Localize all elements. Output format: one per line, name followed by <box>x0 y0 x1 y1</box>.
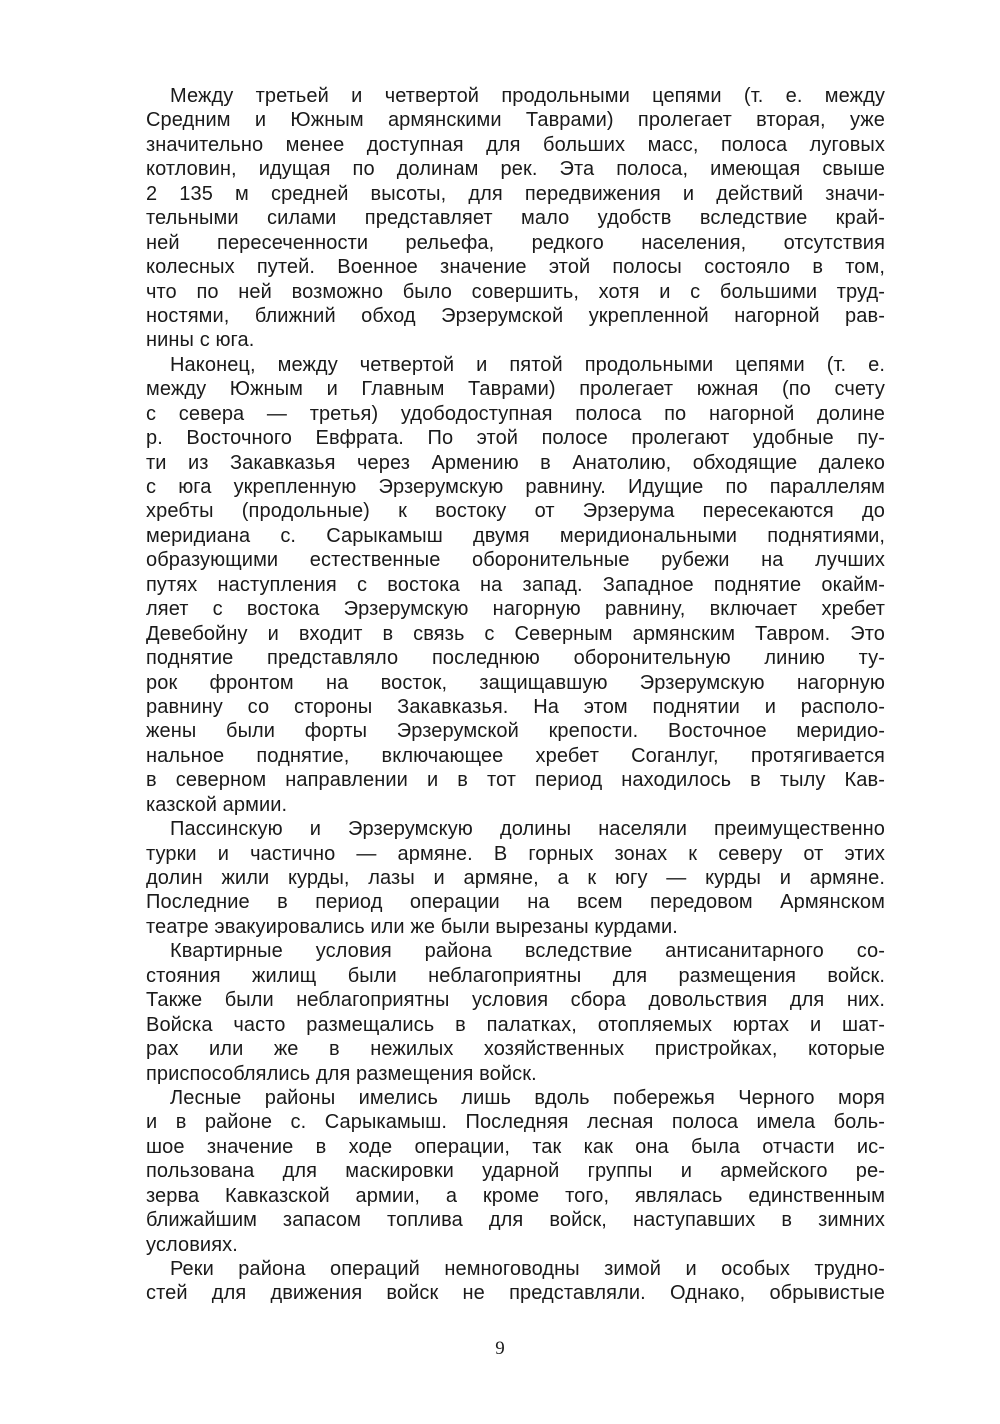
text-line: тельными силами представляет мало удобств вследствие край- <box>146 207 885 230</box>
text-line: ляет с востока Эрзерумскую нагорную равнину, включает хребет <box>146 598 885 621</box>
text-line: театре эвакуировались или же были вырезаны курдами. <box>146 915 678 938</box>
paragraph <box>146 939 885 1086</box>
text-line: и в районе с. Сарыкамыш. Последняя лесная полоса имела боль- <box>146 1111 885 1134</box>
text-line: образующими естественные оборонительные рубежи на лучших <box>146 549 885 572</box>
paragraph <box>146 1257 885 1306</box>
text-line: ближайшим запасом топлива для войск, наступавших в зимних <box>146 1209 885 1232</box>
text-line: пользована для маскировки ударной группы и армейского ре- <box>146 1160 885 1183</box>
text-line: Девебойну и входит в связь с Северным армянским Тавром. Это <box>146 622 885 645</box>
text-line: Средним и Южным армянскими Таврами) пролегает вторая, уже <box>146 109 885 132</box>
text-line: с юга укрепленную Эрзерумскую равнину. Идущие по параллелям <box>146 476 885 498</box>
text-line: с севера — третья) удободоступная полоса по нагорной долине <box>146 402 885 425</box>
text-line: значительно менее доступная для больших масс, полоса луговых <box>146 133 885 156</box>
text-line: в северном направлении и в тот период находилось в тылу Кав- <box>146 769 885 792</box>
text-line: р. Восточного Евфрата. По этой полосе пролегают удобные пу- <box>146 427 885 450</box>
text-line: приспособлялись для размещения войск. <box>146 1062 537 1085</box>
text-line: путях наступления с востока на запад. Западное поднятие окайм- <box>146 573 885 596</box>
text-line: между Южным и Главным Таврами) пролегает южная (по счету <box>146 378 885 401</box>
text-line: казской армии. <box>146 793 288 816</box>
text-line: меридиана с. Сарыкамыш двумя меридиональными поднятиями, <box>146 524 885 547</box>
text-line: долин жили курды, лазы и армяне, а к югу — курды и армяне. <box>146 867 885 889</box>
text-line: поднятие представляло последнюю оборонительную линию ту- <box>146 647 885 670</box>
page-number: 9 <box>495 1338 505 1359</box>
paragraph <box>146 1086 885 1257</box>
paragraph <box>146 84 885 353</box>
text-line: Наконец, между четвертой и пятой продольными цепями (т. е. <box>170 353 885 376</box>
text-line: ти из Закавказья через Армению в Анатолию, обходящие далеко <box>146 451 885 474</box>
text-line: жены были форты Эрзерумской крепости. Восточное меридио- <box>146 720 885 743</box>
text-line: Между третьей и четвертой продольными цепями (т. е. между <box>170 85 885 107</box>
page-body <box>146 84 885 1306</box>
text-line: шое значение в ходе операции, так как она была отчасти ис- <box>146 1135 885 1158</box>
text-line: Пассинскую и Эрзерумскую долины населяли преимущественно <box>170 818 885 841</box>
text-line: нины с юга. <box>146 329 255 352</box>
text-line: равнину со стороны Закавказья. На этом поднятии и располо- <box>146 695 885 718</box>
text-line: ней пересеченности рельефа, редкого населения, отсутствия <box>146 231 885 254</box>
text-line: Лесные районы имелись лишь вдоль побережья Черного моря <box>170 1086 885 1109</box>
text-line: стояния жилищ были неблагоприятны для размещения войск. <box>146 964 885 987</box>
text-line: 2 135 м средней высоты, для передвижения и действий значи- <box>146 182 885 205</box>
text-line: Квартирные условия района вследствие антисанитарного со- <box>170 940 885 963</box>
text-line: зерва Кавказской армии, а кроме того, являлась единственным <box>146 1184 885 1207</box>
text-line: Последние в период операции на всем передовом Армянском <box>146 891 885 914</box>
text-line: условиях. <box>146 1233 238 1256</box>
text-line: Реки района операций немноговодны зимой и особых трудно- <box>170 1258 885 1280</box>
text-line: нальное поднятие, включающее хребет Соганлуг, протягивается <box>146 744 885 767</box>
text-line: колесных путей. Военное значение этой полосы состояло в том, <box>146 256 885 279</box>
paragraph <box>146 353 885 817</box>
text-line: рах или же в нежилых хозяйственных пристройках, которые <box>146 1038 885 1061</box>
text-line: турки и частично — армяне. В горных зонах к северу от этих <box>146 842 885 865</box>
text-line: Войска часто размещались в палатках, отопляемых юртах и шат- <box>146 1013 885 1036</box>
text-line: Также были неблагоприятны условия сбора довольствия для них. <box>146 989 885 1012</box>
text-line: стей для движения войск не представляли. Однако, обрывистые <box>146 1282 885 1305</box>
text-line: рок фронтом на восток, защищавшую Эрзерумскую нагорную <box>146 671 885 694</box>
text-line: ностями, ближний обход Эрзерумской укрепленной нагорной рав- <box>146 304 885 327</box>
text-line: хребты (продольные) к востоку от Эрзерума пересекаются до <box>146 500 885 523</box>
text-line: что по ней возможно было совершить, хотя и с большими труд- <box>146 280 885 303</box>
text-line: котловин, идущая по долинам рек. Эта полоса, имеющая свыше <box>146 158 885 181</box>
paragraph <box>146 817 885 939</box>
